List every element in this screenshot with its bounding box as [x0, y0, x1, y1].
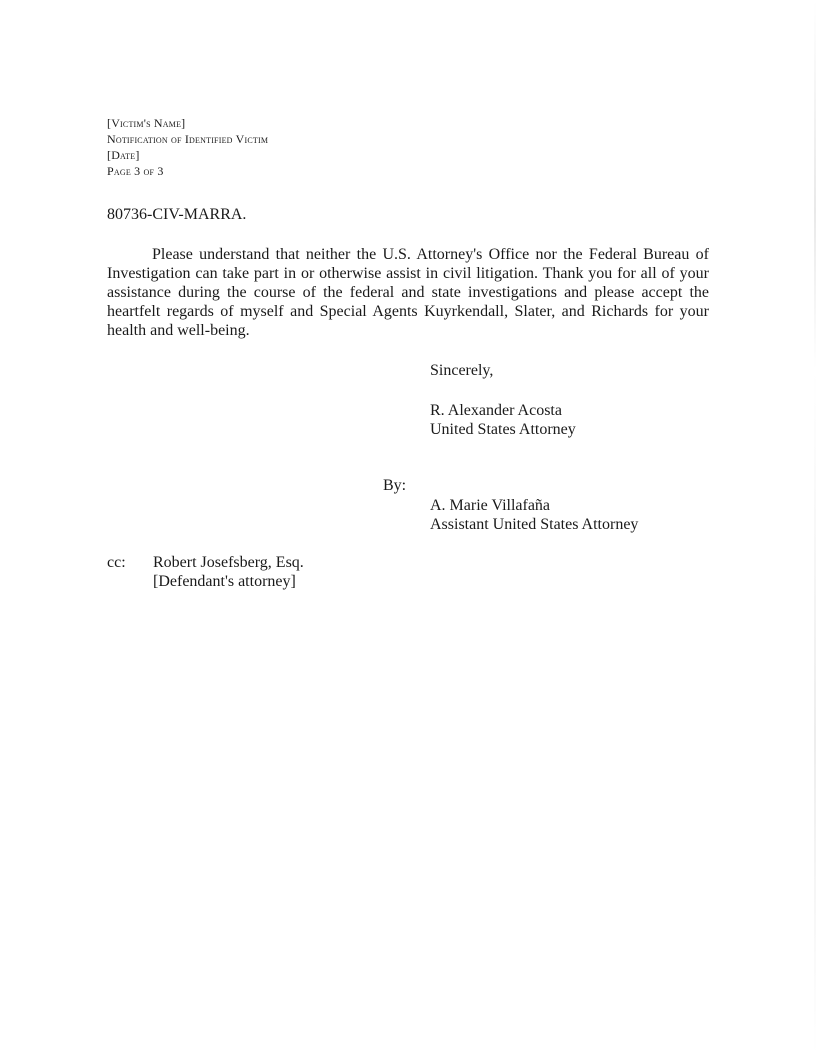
notification-title: Notification of Identified Victim	[107, 132, 269, 146]
signer-title: United States Attorney	[430, 421, 576, 438]
by-signature-block	[430, 496, 638, 534]
letter-header	[107, 115, 268, 179]
closing-salutation: Sincerely,	[430, 362, 494, 379]
date-placeholder: [Date]	[107, 148, 140, 162]
by-signer-title: Assistant United States Attorney	[430, 516, 639, 533]
victim-name-placeholder: [Victim's Name]	[107, 116, 186, 130]
cc-recipient-list	[153, 553, 304, 591]
cc-recipient: [Defendant's attorney]	[153, 573, 296, 590]
cc-recipient: Robert Josefsberg, Esq.	[153, 554, 304, 571]
page-number: Page 3 of 3	[107, 164, 164, 178]
by-label: By:	[383, 477, 407, 494]
signature-block	[430, 401, 576, 439]
cc-label: cc:	[107, 554, 126, 571]
case-number: 80736-CIV-MARRA.	[107, 206, 247, 223]
signer-name: R. Alexander Acosta	[430, 402, 562, 419]
body-paragraph: Please understand that neither the U.S. Attorney's Office nor the Federal Bureau of Investigation can take part in or otherwise assist in civil litigation. Thank you for all of your assistance during the course of the federal and state investigations and please accept the heartfelt regards of myself and Special Agents Kuyrkendall, Slater, and Richards for your health and well-being.	[107, 246, 709, 339]
by-signer-name: A. Marie Villafaña	[430, 497, 551, 514]
